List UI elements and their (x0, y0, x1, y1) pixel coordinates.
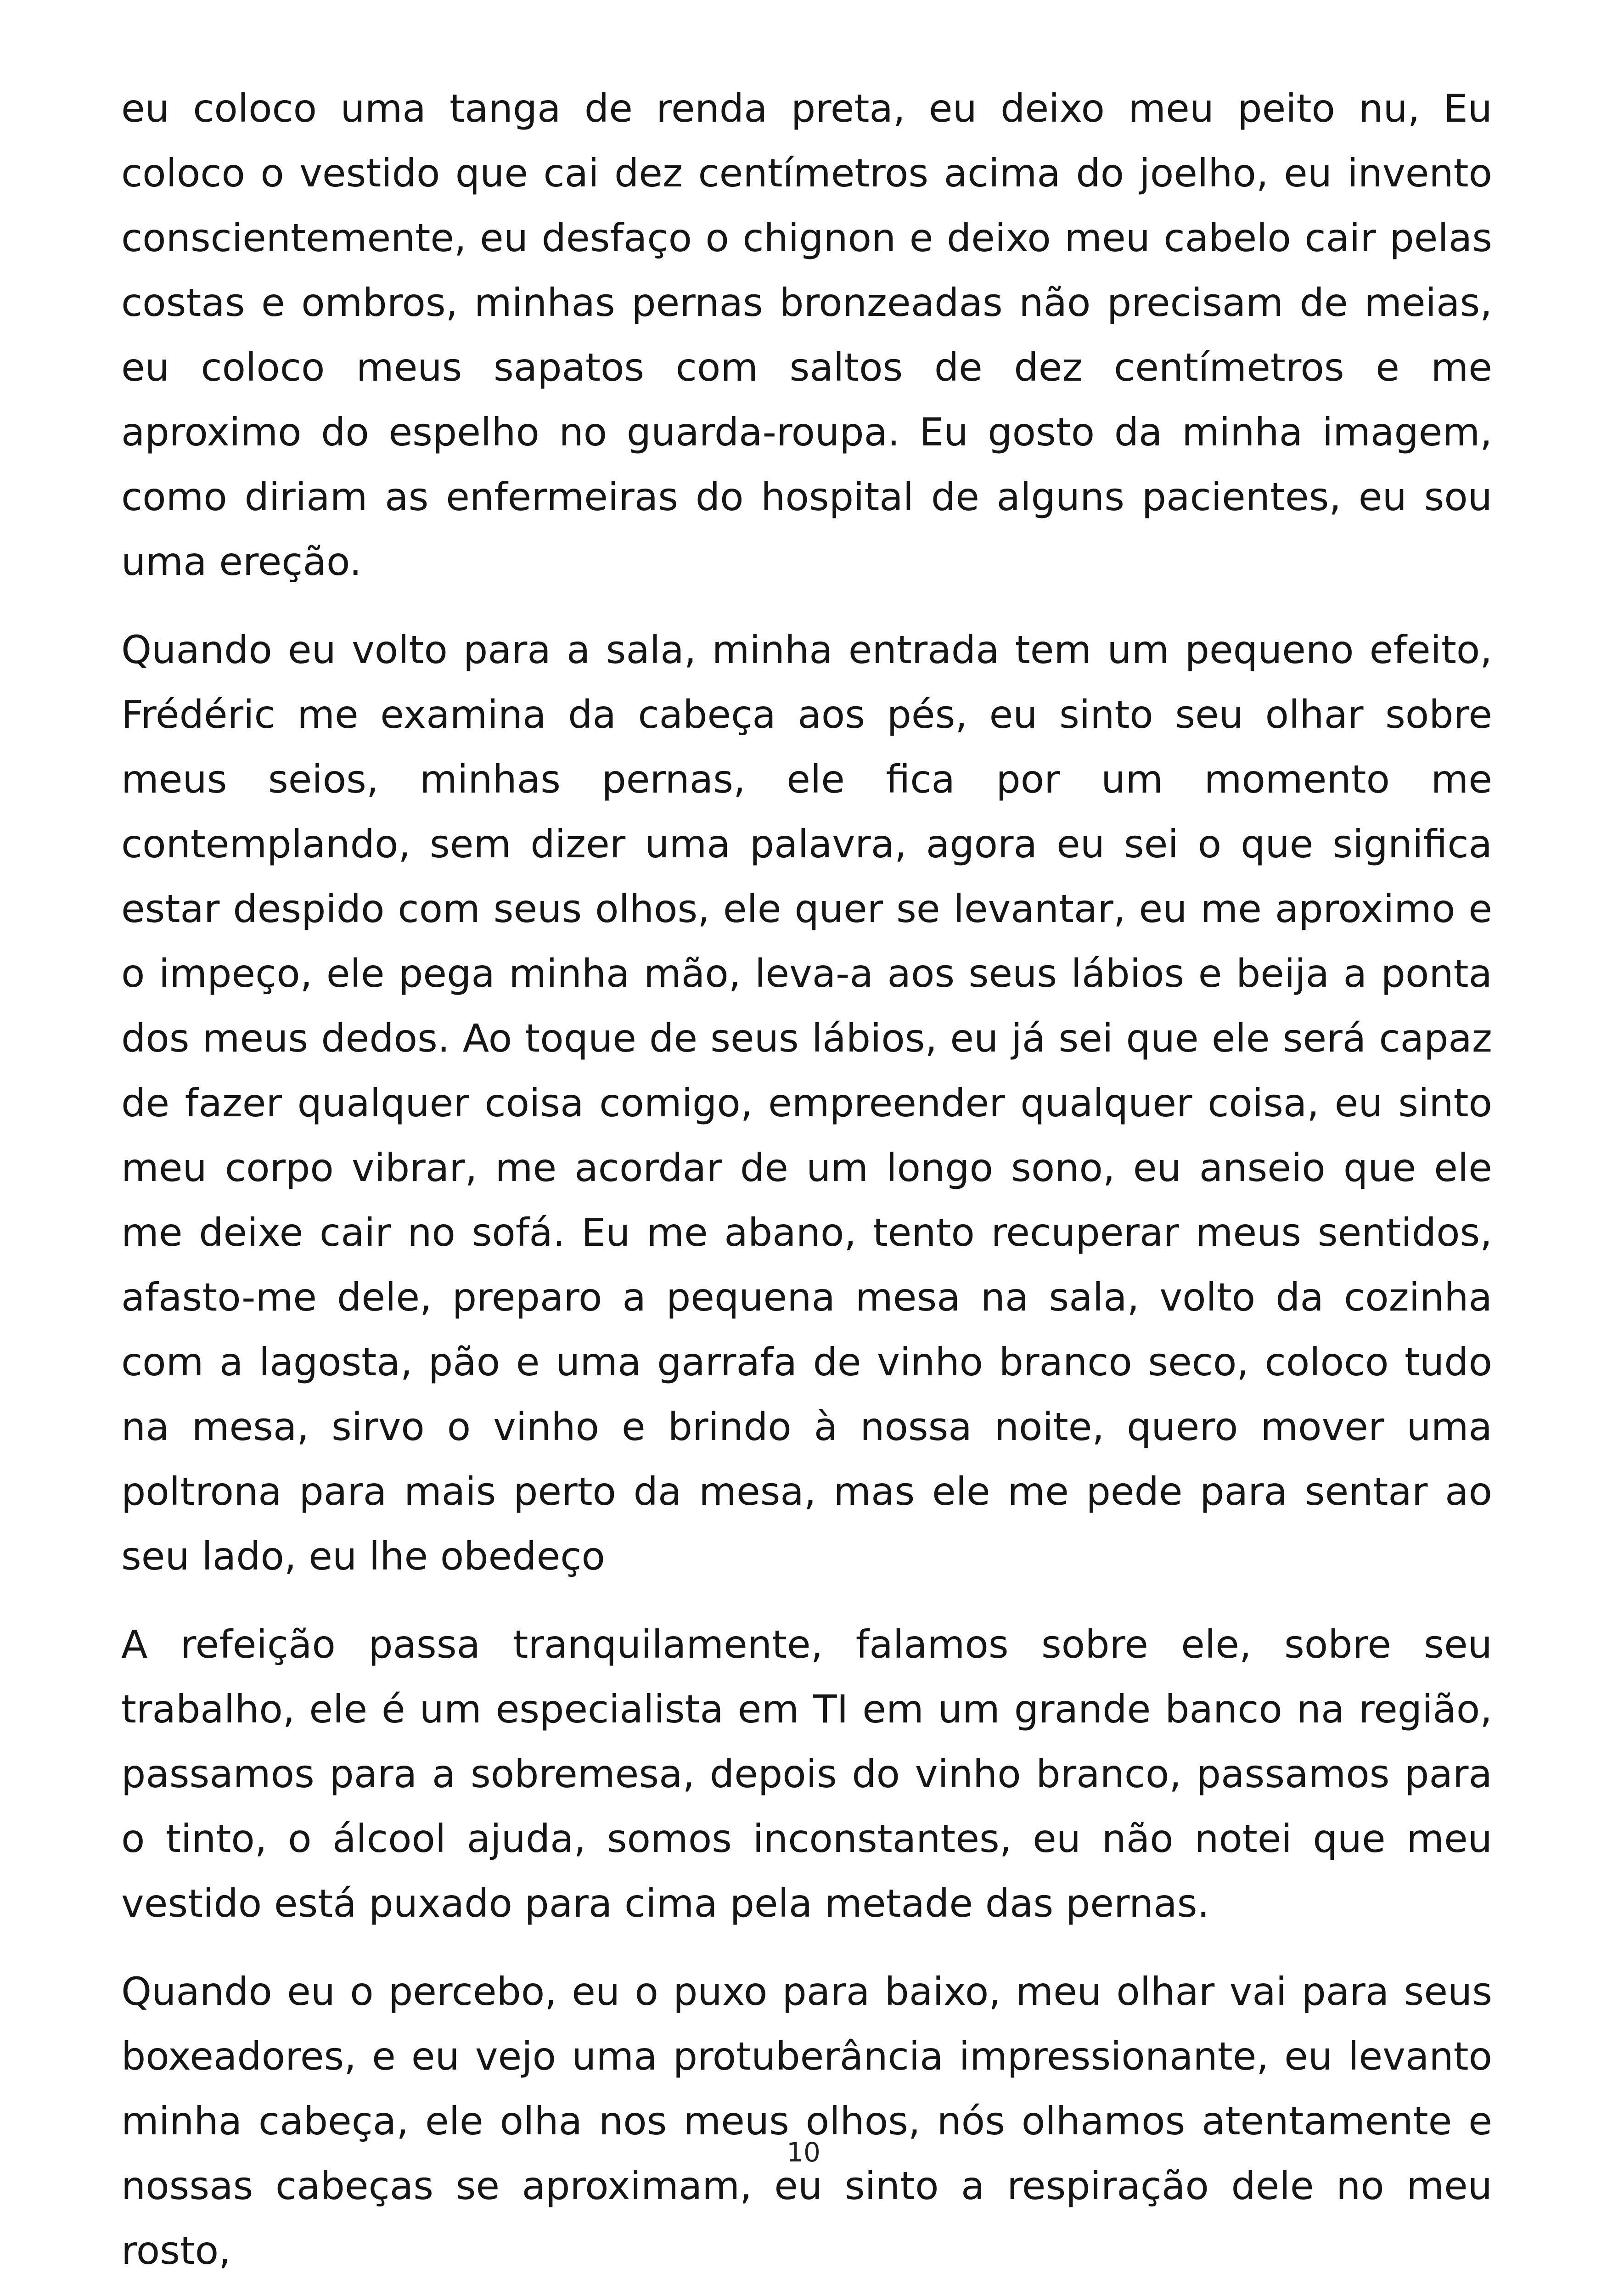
paragraph: eu coloco uma tanga de renda preta, eu deixo meu peito nu, Eu coloco o vestido que cai dez centímetros acima do joelho, eu invento conscientemente, eu desfaço o chignon e deixo meu cabelo cair pelas costas e ombros, minhas pernas bronzeadas não precisam de meias, eu coloco meus sapatos com saltos de dez centímetros e me aproximo do espelho no guarda-roupa. Eu gosto da minha imagem, como diriam as enfermeiras do hospital de alguns pacientes, eu sou uma ereção. (121, 86, 1492, 584)
paragraph: A refeição passa tranquilamente, falamos sobre ele, sobre seu trabalho, ele é um especialista em TI em um grande banco na região, passamos para a sobremesa, depois do vinho branco, passamos para o tinto, o álcool ajuda, somos inconstantes, eu não notei que meu vestido está puxado para cima pela metade das pernas. (121, 1622, 1492, 1926)
body-text (121, 76, 1492, 2296)
paragraph: Quando eu volto para a sala, minha entrada tem um pequeno efeito, Frédéric me examina da cabeça aos pés, eu sinto seu olhar sobre meus seios, minhas pernas, ele fica por um momento me contemplando, sem dizer uma palavra, agora eu sei o que significa estar despido com seus olhos, ele quer se levantar, eu me aproximo e o impeço, ele pega minha mão, leva-a aos seus lábios e beija a ponta dos meus dedos. Ao toque de seus lábios, eu já sei que ele será capaz de fazer qualquer coisa comigo, empreender qualquer coisa, eu sinto meu corpo vibrar, me acordar de um longo sono, eu anseio que ele me deixe cair no sofá. Eu me abano, tento recuperar meus sentidos, afasto-me dele, preparo a pequena mesa na sala, volto da cozinha com a lagosta, pão e uma garrafa de vinho branco seco, coloco tudo na mesa, sirvo o vinho e brindo à nossa noite, quero mover uma poltrona para mais perto da mesa, mas ele me pede para sentar ao seu lado, eu lhe obedeço (121, 627, 1492, 1579)
paragraph: Quando eu o percebo, eu o puxo para baixo, meu olhar vai para seus boxeadores, e eu vejo uma protuberância impressionante, eu levanto minha cabeça, ele olha nos meus olhos, nós olhamos atentamente e nossas cabeças se aproximam, eu sinto a respiração dele no meu rosto, (121, 1969, 1492, 2273)
page-number: 10 (787, 2137, 820, 2168)
